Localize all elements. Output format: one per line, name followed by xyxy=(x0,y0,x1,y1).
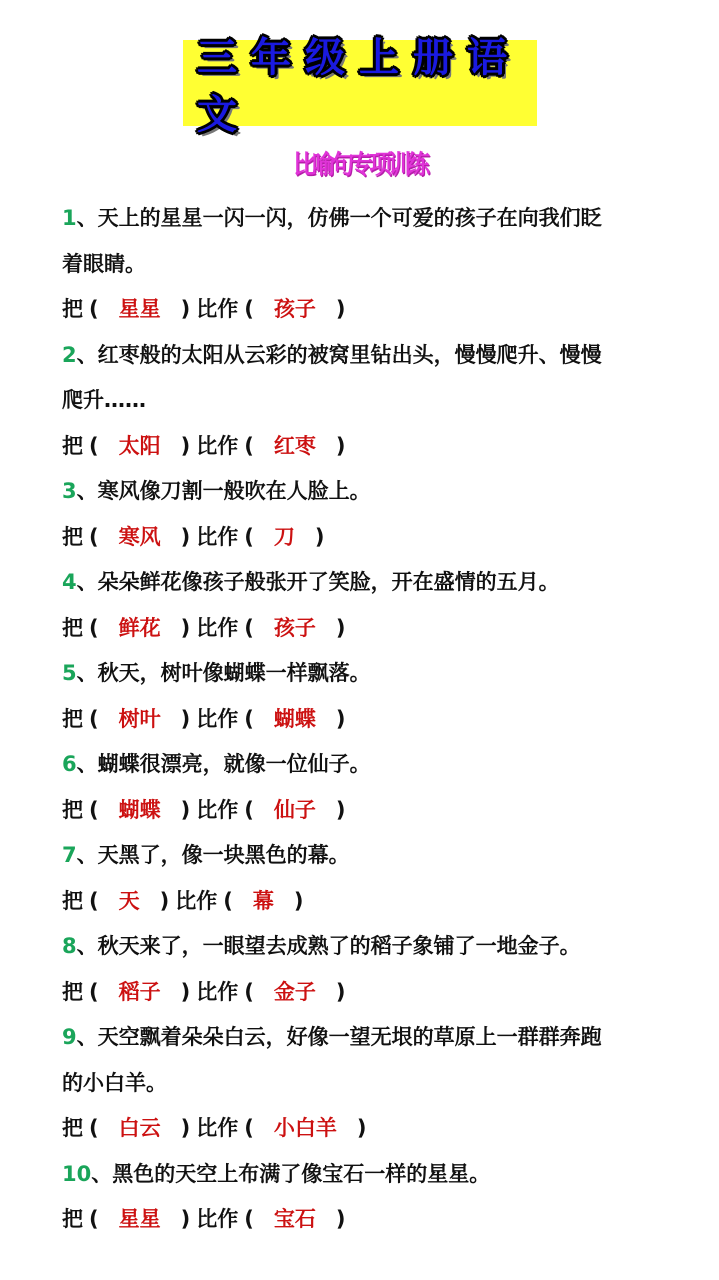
right-paren: ) xyxy=(335,433,346,458)
right-paren: ) xyxy=(159,888,170,913)
right-paren: ) xyxy=(180,297,191,321)
compared-subject: 鲜花 xyxy=(118,615,161,640)
compared-subject: 稻子 xyxy=(118,979,161,1004)
bizuo-label: 比作 xyxy=(196,1116,239,1140)
sentence-line xyxy=(62,1061,702,1107)
bizuo-label: 比作 xyxy=(196,524,239,549)
right-paren: ) xyxy=(335,979,346,1004)
page-subtitle: 比喻句专项训练 xyxy=(293,150,426,180)
item-number: 6 xyxy=(62,752,77,776)
item-number: 10 xyxy=(62,1161,92,1186)
left-paren: ( xyxy=(89,1116,99,1140)
item-separator: 、 xyxy=(76,843,98,867)
sentence-line xyxy=(62,1015,702,1061)
sentence-line xyxy=(62,560,702,606)
left-paren: ( xyxy=(244,524,254,549)
answer-line xyxy=(62,697,702,743)
compared-subject: 寒风 xyxy=(118,524,161,549)
compared-object: 金子 xyxy=(273,979,316,1004)
left-paren: ( xyxy=(89,524,99,549)
left-paren: ( xyxy=(244,297,254,321)
sentence-line xyxy=(62,242,702,288)
left-paren: ( xyxy=(244,615,254,640)
sentence-text: 着眼睛。 xyxy=(62,251,146,276)
right-paren: ) xyxy=(180,1207,191,1231)
ba-label: 把 xyxy=(62,706,83,731)
right-paren: ) xyxy=(180,433,191,458)
bizuo-label: 比作 xyxy=(175,888,218,913)
right-paren: ) xyxy=(335,797,346,822)
right-paren: ) xyxy=(293,888,304,913)
compared-subject: 太阳 xyxy=(118,433,161,458)
bizuo-label: 比作 xyxy=(196,433,239,458)
compared-object: 红枣 xyxy=(273,433,316,458)
sentence-line xyxy=(62,196,702,242)
item-separator: 、 xyxy=(91,1161,113,1186)
bizuo-label: 比作 xyxy=(196,615,239,640)
compared-subject: 蝴蝶 xyxy=(118,797,161,822)
compared-object: 蝴蝶 xyxy=(273,706,316,731)
bizuo-label: 比作 xyxy=(196,1207,239,1231)
sentence-line xyxy=(62,1152,702,1198)
left-paren: ( xyxy=(89,615,99,640)
answer-line xyxy=(62,1197,702,1243)
compared-object: 仙子 xyxy=(273,797,316,822)
right-paren: ) xyxy=(335,706,346,731)
right-paren: ) xyxy=(335,615,346,640)
sentence-text: 秋天，树叶像蝴蝶一样飘落。 xyxy=(97,661,371,685)
ba-label: 把 xyxy=(62,1207,83,1231)
left-paren: ( xyxy=(89,433,99,458)
bizuo-label: 比作 xyxy=(196,797,239,822)
ba-label: 把 xyxy=(62,615,83,640)
compared-object: 小白羊 xyxy=(273,1116,337,1140)
sentence-text: 寒风像刀割一般吹在人脸上。 xyxy=(97,479,371,503)
ba-label: 把 xyxy=(62,888,83,913)
compared-subject: 星星 xyxy=(118,1207,161,1231)
page-title: 三年级上册语文 xyxy=(197,35,521,138)
item-number: 3 xyxy=(62,479,77,503)
answer-line xyxy=(62,1106,702,1152)
ba-label: 把 xyxy=(62,524,83,549)
ba-label: 把 xyxy=(62,797,83,822)
left-paren: ( xyxy=(89,297,99,321)
sentence-text: 的小白羊。 xyxy=(62,1070,167,1095)
item-separator: 、 xyxy=(76,661,98,685)
sentence-line xyxy=(62,651,702,697)
item-number: 2 xyxy=(62,342,77,367)
right-paren: ) xyxy=(180,615,191,640)
item-separator: 、 xyxy=(76,206,98,230)
sentence-line xyxy=(62,378,702,424)
ba-label: 把 xyxy=(62,979,83,1004)
ba-label: 把 xyxy=(62,297,83,321)
answer-line xyxy=(62,515,702,561)
sentence-text: 蝴蝶很漂亮，就像一位仙子。 xyxy=(97,752,371,776)
item-separator: 、 xyxy=(76,1025,98,1049)
right-paren: ) xyxy=(335,1207,346,1231)
bizuo-label: 比作 xyxy=(196,706,239,731)
ba-label: 把 xyxy=(62,1116,83,1140)
compared-object: 刀 xyxy=(273,524,295,549)
item-number: 7 xyxy=(62,843,77,867)
compared-object: 孩子 xyxy=(273,615,316,640)
bizuo-label: 比作 xyxy=(196,297,239,321)
sentence-text: 黑色的天空上布满了像宝石一样的星星。 xyxy=(112,1161,491,1186)
right-paren: ) xyxy=(180,524,191,549)
right-paren: ) xyxy=(180,1116,191,1140)
compared-subject: 树叶 xyxy=(118,706,161,731)
left-paren: ( xyxy=(89,797,99,822)
compared-subject: 星星 xyxy=(118,297,161,321)
sentence-line xyxy=(62,924,702,970)
left-paren: ( xyxy=(89,1207,99,1231)
left-paren: ( xyxy=(244,706,254,731)
compared-object: 孩子 xyxy=(273,297,316,321)
sentence-text: 红枣般的太阳从云彩的被窝里钻出头，慢慢爬升、慢慢 xyxy=(97,342,602,367)
right-paren: ) xyxy=(180,797,191,822)
sentence-text: 天空飘着朵朵白云，好像一望无垠的草原上一群群奔跑 xyxy=(97,1025,602,1049)
exercise-list xyxy=(62,196,702,1243)
item-separator: 、 xyxy=(76,570,98,594)
answer-line xyxy=(62,424,702,470)
sentence-line xyxy=(62,333,702,379)
sentence-text: 朵朵鲜花像孩子般张开了笑脸，开在盛情的五月。 xyxy=(97,570,560,594)
compared-subject: 白云 xyxy=(118,1116,161,1140)
item-number: 8 xyxy=(62,934,77,958)
compared-object: 幕 xyxy=(252,888,274,913)
left-paren: ( xyxy=(89,888,99,913)
right-paren: ) xyxy=(180,979,191,1004)
sentence-text: 天黑了，像一块黑色的幕。 xyxy=(97,843,350,867)
left-paren: ( xyxy=(223,888,233,913)
right-paren: ) xyxy=(314,524,325,549)
answer-line xyxy=(62,287,702,333)
answer-line xyxy=(62,970,702,1016)
compared-subject: 天 xyxy=(118,888,140,913)
right-paren: ) xyxy=(356,1116,367,1140)
item-number: 4 xyxy=(62,570,77,594)
left-paren: ( xyxy=(244,433,254,458)
item-separator: 、 xyxy=(76,934,98,958)
item-separator: 、 xyxy=(76,752,98,776)
left-paren: ( xyxy=(244,1207,254,1231)
sentence-text: 爬升…… xyxy=(62,388,146,412)
item-separator: 、 xyxy=(76,342,98,367)
answer-line xyxy=(62,788,702,834)
item-separator: 、 xyxy=(76,479,98,503)
answer-line xyxy=(62,606,702,652)
sentence-line xyxy=(62,742,702,788)
right-paren: ) xyxy=(180,706,191,731)
sentence-line xyxy=(62,469,702,515)
sentence-text: 天上的星星一闪一闪，仿佛一个可爱的孩子在向我们眨 xyxy=(97,206,602,230)
sentence-line xyxy=(62,833,702,879)
answer-line xyxy=(62,879,702,925)
right-paren: ) xyxy=(335,297,346,321)
title-banner xyxy=(183,35,537,138)
left-paren: ( xyxy=(89,979,99,1004)
ba-label: 把 xyxy=(62,433,83,458)
sentence-text: 秋天来了，一眼望去成熟了的稻子象铺了一地金子。 xyxy=(97,934,581,958)
bizuo-label: 比作 xyxy=(196,979,239,1004)
left-paren: ( xyxy=(244,1116,254,1140)
left-paren: ( xyxy=(89,706,99,731)
left-paren: ( xyxy=(244,979,254,1004)
item-number: 5 xyxy=(62,661,77,685)
item-number: 9 xyxy=(62,1025,77,1049)
left-paren: ( xyxy=(244,797,254,822)
compared-object: 宝石 xyxy=(273,1207,316,1231)
item-number: 1 xyxy=(62,206,77,230)
